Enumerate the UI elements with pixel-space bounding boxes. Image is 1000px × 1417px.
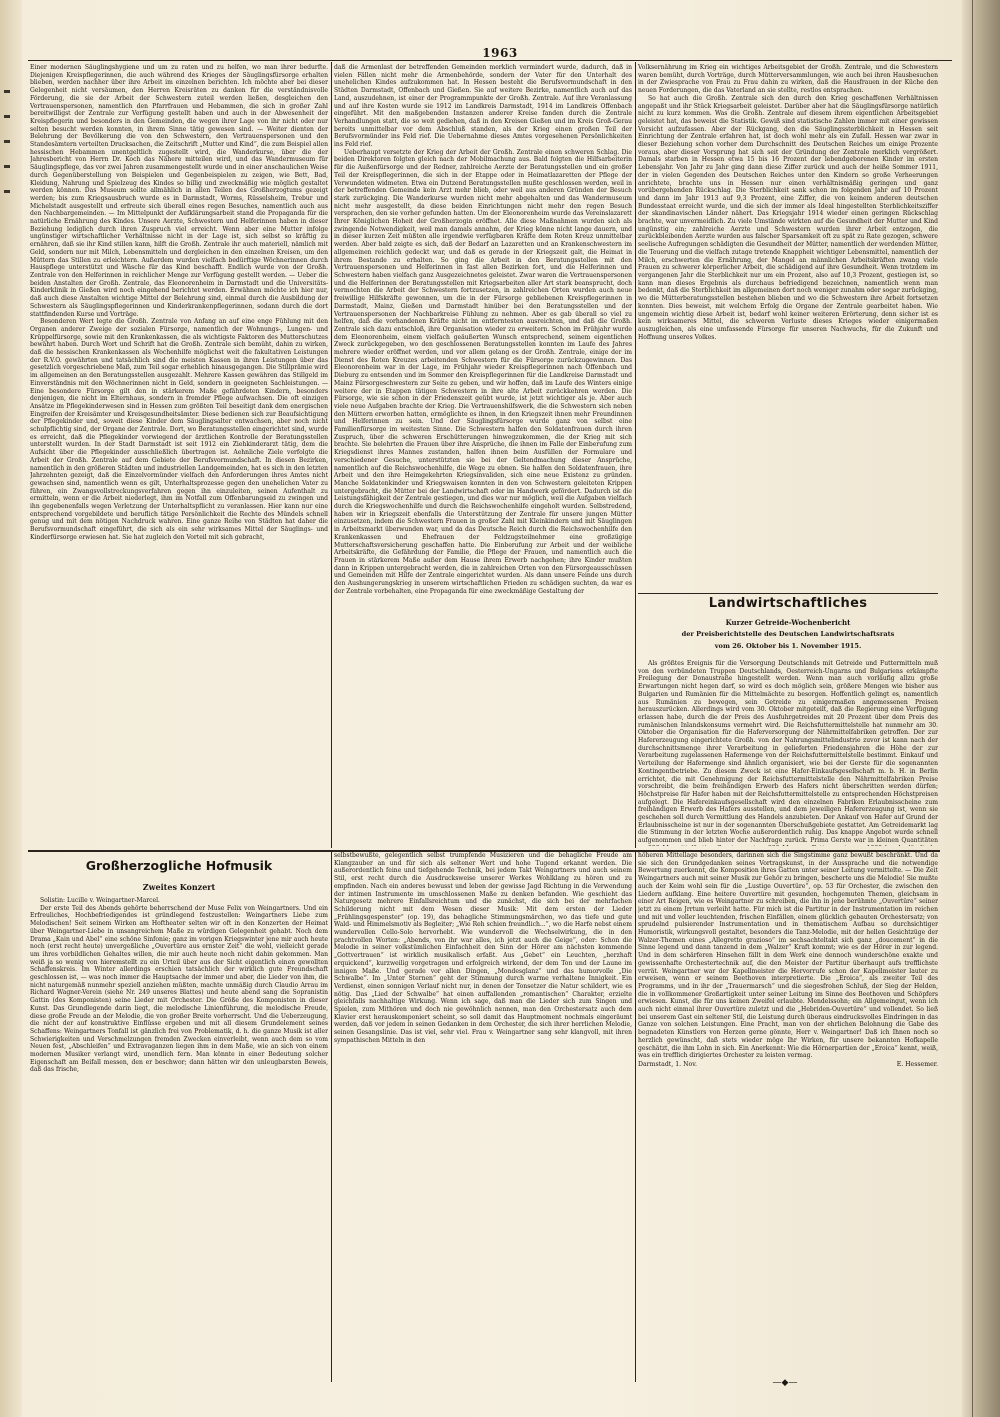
section-date-range: vom 26. Oktober bis 1. November 1915. [714,642,862,650]
book-binding [962,0,1000,1417]
article-paragraph: Als größtes Ereignis für die Versorgung Deutschlands mit Getreide und Futtermitteln muß von den verbündeten Truppen Deutschlands, Oesterreich-Ungarns und Bulgariens erkämpfte Freilegung der Donaustraße hingestellt werden. Wenn man auch vorläufig allzu große Erwartungen nicht hegen darf, so wird es doch möglich sein, größere Mengen wie bisher aus Bulgarien und Rumänien für die Mittelmächte zu besorgen. Hoffentlich gelingt es, namentlich aus Rumänien zu bewegen, sein Getreide zu einigermaßen angemessenen Preisen herauszurücken. Allerdings wird vom 30. Oktober mitgeteilt, daß die Regierung eine Verfügung erlassen habe, durch die der Preis des Ausfuhrgetreides mit 20 Prozent über dem Preis des rumänischen Inlandskonsums vermehrt wird. Die Reichsfuttermittelstelle hat nunmehr am 30. Oktober die Organisation für die Haferversorgung der Nährmittelfabriken getroffen. Der zur Hafererzeugung eingerichtete Großh. von der Nahrungsmittelindustrie zuvor ist kann nach der durchschnittsmenge ihrer Verarbeitung in gelieferten Friedensjahren die Höhe der zur Verarbeitung zugelassenen Hafermenge von der Reichsfuttermittelstelle bestimmt. Einkauf und Verteilung der Hafermenge sind ähnlich organisiert, wie bei der Gerste für die sogenannten Kontingentbetriebe. Zu diesem Zweck ist eine Hafer-Einkaufsgesellschaft m. b. H. in Berlin errichtet, die mit Genehmigung der Reichsfuttermittelstelle den Nährmittelfabriken Preise vorschreibt, die beim freihändigen Erwerb des Hafers nicht überschritten werden dürfen; Höchstpreise für Hafer haben mit der Reichsfuttermittelstelle zu entsprechenden Höchstpreisen aufgelegt. Die Hafereinkaufsgesellschaft wird den einzelnen Fabriken Erlaubnisscheine zum freihändigen Erwerb des Hafers ausstellen, und dem jeweiligen Hafererzeugung ist, wenn sie geschehen soll durch Vermittlung des Handels anzubieten. Der Ankauf von Hafer auf Grund der Erlaubnisscheine ist nur in der sogenannten Überschußgebiete gestattet. Am Getreidemarkt lag die Stimmung in der letzten Woche außerordentlich ruhig. Das knappe Angebot wurde schnell aufgenommen und blieb hinter der Nachfrage zurück. Prima Gerste war in kleinen Quantitäten [638,660,938,845]
page-number: 1963 [482,46,518,60]
feuilleton-title: Großherzogliche Hofmusik [85,858,273,873]
feuilleton-column-1 [30,897,328,1382]
author-signature: E. Hessemer. [896,1060,938,1068]
article-column-2 [334,64,632,846]
soloist-line: Solistin: Lucille v. Weingartner-Marcel. [40,897,160,904]
article-paragraph: höheren Mittellage besonders, darinnen sich die Singstimme ganz bewußt beschränkt. Und da sie sich den Grundgedanken seines Vortragskunst, in der Aussprache und die notwendige Bewertung zuerkennt, die Komposition ihres Gatten unter seiner Leitung vermittelte. — Die Zeit Weingartners auch mit seiner Musik zur Gehör zu bringen, bescherte uns die Melodie! Sie mußte auch der Keim wohl sein für die „Lustige Ouvertüre“, op. 53 für Orchester, die zwischen den Liedern aufklang. Eine heitere Ouvertüre mit gesunden, hochgemuten Themen, gleichsam in einer Art Reigen, wie es Weingartner zu schreiben, die ihn in jene berühmte „Ouvertüre“ seiner jetzt zu einem Jrrtum verleiht hatte. Für mich ist die Partitur in der Instrumentation im reichen und mit und voller leuchtenden, frischen Einfällen, einem glücklich gebauten Orchestersatz; von sprudelnd pulsierender Instrumentation und in thematischem Aufbau so durchsichtiger Humoristik, wirkungsvoll gestaltet, besonders die Tanz-Melodie, mit der hellen Gesichtzüge der Walzer-Themen eines „Allegretto grazioso“ im sechsachteltakt sich ganz „doucement“ in die Sinne legend und dann tanzend in dem „Walzer“ Kraft kommt; wie es der Hörer in zur legend. Und in dem schärferen Hinsehen fällt in dem Werk eine dennoch wunderschöne exakte und gewissenhafte Orchestertechnik auf, die den Meister der Partitur überhaupt aufs trefflichste verrät. Weingartner war der Kapellmeister die Hervorrufe schon der Kapellmeister lauter zu erweisen, wenn er seinem Beethoven interpretierte. Die „Eroica“, als zweiter Teil des Programms, und in ihr der „Trauermarsch“ und die siegesfrohen Schluß, der Sieg der Helden, die in vollkommener Großartigkeit unter seiner Leitung im Sinne des Beethoven und Schöpfers erwiesen. Kunst, die für uns keinen Zweifel erlaubte. Mendelssohn; ein Allgemeingut, wenn ich auch nicht einmal ihrer Ouvertüre zuletzt und die „Hebriden-Ouvertüre“ und vollendet. So ließ bei unserem Gast ein seltener Stil, die Leistung durch überaus eindrucksvolles Eindringen in das Ganze von solchen Leistungen. Eine Pracht, man von der ehrlichen Belohnung die Gabe des begnadeten Künstlers von Herzen gerne gönnte, Herr v. Weingartner! Daß ich Ihnen noch so herzlich gewünscht, daß stets wieder möge Ihr Wirken, für unsere bekannten Hofkapelle geschätzt, die ihm Lohn in sich. Ein Anerkennt: Wie die Hörnerpartien der „Eroica“ kennt, weiß, was ein trefflich dirigiertes Orchester zu leisten vermag. [638,852,938,1060]
article-column-3 [638,64,938,592]
article-paragraph: So hat auch die Großh. Zentrale sich den durch den Krieg geschaffenen Verhältnissen angepaßt und ihr Stück Kriegsarbeit geleistet. Darüber aber hat die Säuglingsfürsorge natürlich nicht zu kurz kommen. Was die Großh. Zentrale auf diesem ihrem eigentlichen Arbeitsgebiet geleistet hat, das beweist die Statistik. Gewiß sind statistische Zahlen immer mit einer gewissen Vorsicht aufzufassen. Aber der Rückgang, den die Säuglingssterblichkeit in Hessen seit Einrichtung der Zentrale erfahren hat, ist doch wohl mehr als ein Zufall. Hessen war zwar in dieser Beziehung schon vorher dem Durchschnitt des Deutschen Reiches um einige Prozente voraus, aber dieser Vorsprung hat sich seit der Gründung der Zentrale merklich vergrößert. Damals starben in Hessen etwa 15 bis 16 Prozent der lebendgeborenen Kinder im ersten Lebensjahr. Von Jahr zu Jahr ging dann diese Ziffer zurück und auch der heiße Sommer 1911, der in vielen Gegenden des Deutschen Reiches unter den Kindern so große Verheerungen anrichtete, brachte uns in Hessen nur einen verhältnismäßig geringen und ganz vorübergehenden Rückschlag. Die Sterblichkeit sank schon im folgenden Jahr auf 10 Prozent und dann im Jahr 1913 auf 9,3 Prozent, eine Ziffer, die von keinem anderen deutschen Bundesstaat erreicht wurde, und die sich der immer als Ideal hingestellten Sterblichkeitsziffer der skandinavischen Länder nähert. Das Kriegsjahr 1914 wieder einen geringen Rückschlag brachte, war unvermeidlich. Zu viele Umstände wirkten auf die Gesundheit der Mutter und Kind ungünstig ein; zahlreiche Aerzte und Schwestern wurden ihrer Arbeit entzogen, die zurückbleibenden Aerzte wurden aus falscher Sparsamkeit oft zu spät zu Rate gezogen, schwere seelische Aufregungen schädigten die Gesundheit der Mütter, namentlich der werdenden Mütter, die Teuerung und die vielfach zutage tretende Knappheit wichtiger Lebensmittel, namentlich der Milch, erschwerten die Ernährung, der Mangel an männlichen Arbeitskräften zwang viele Frauen zu schwerer körperlicher Arbeit, die schädigend auf ihre Gesundheit. Wenn trotzdem im vergangenen Jahr die Sterblichkeit nur um ein Prozent, also auf 10,3 Prozent, gestiegen ist, so kann man dieses Ergebnis als durchaus befriedigend bezeichnen, namentlich wenn man bedenkt, daß die Sterblichkeit im allgemeinen dort noch weniger zunahm oder sogar zurückging, wo die Mütterberatungsstellen bestehen blieben und wo die Schwestern ihre Arbeit fortsetzen konnten. Dies beweist, mit welchem Erfolg die Organe der Zentrale gearbeitet haben. Wie ungemein wichtig diese Arbeit ist, bedarf wohl keiner weiteren Erörterung, denn sicher ist es kein wirksameres Mittel, die schweren Verluste dieses Krieges wieder einigermaßen auszugleichen, als eine umfassende Fürsorge für unseren Nachwuchs, für die Zukunft und Hoffnung unseres Volkes. [638,94,938,341]
section-subtitle: Kurzer Getreide-Wochenbericht [725,618,851,627]
column-divider [331,852,332,1382]
article-paragraph: Besonderen Wert legte die Großh. Zentrale von Anfang an auf eine enge Fühlung mit den Organen anderer Zweige der sozialen Fürsorge, namentlich der Wohnungs-, Lungen- und Krüppelfürsorge, sowie mit den Krankenkassen, die als wichtigste Faktoren des Mutterschutzes bewährt haben. Durch Wort und Schrift hat die Großh. Zentrale sich bemüht, dahin zu wirken, daß die hessischen Krankenkassen als Wochenhilfe möglichst weit die fakultativen Leistungen der R.V.O. gewährten und tatsächlich sind die meisten Kassen in ihren Leistungen über das gesetzlich vorgeschriebene Maß, zum Teil sogar erheblich hinausgegangen. Die Stillprämie wird im allgemeinen an den Beratungsstellen ausgezahlt. Mehrere Kassen gewähren das Stillgeld im Einverständnis mit den Wöchnerinnen nicht in Geld, sondern in geeigneten Sachleistungen. — Eine besondere Fürsorge gilt den in stärkerem Maße gefährdeten Kindern, besonders denjenigen, die nicht im Elternhaus, sondern in fremder Pflege aufwachsen. Die oft einzigen Ansätze im Pflegekinderwesen sind in Hessen zum größten Teil beseitigt dank dem energischen Eingreifen der Kreisämter und Kreisgesundheitsämter. Diese bedienen sich zur Beaufsichtigung der Pflegekinder und, soweit diese Kinder dem Säuglingsalter entwachsen, aber noch nicht schulpflichtig sind, der Organe der Zentrale. Dort, wo Beratungsstellen eingerichtet sind, wurde es erreicht, daß die Pflegekinder vorwiegend der ärztlichen Kontrolle der Beratungsstellen unterstellt wurden. In der Stadt Darmstadt ist seit 1912 ein Ziehkinderarzt tätig, dem die Aufsicht über die Pflegekinder ausschließlich übertragen ist. Aehnliche Ziele verfolgte die Arbeit der Großh. Zentrale auf dem Gebiete der Berufsvormundschaft. In diesen Bezirken, namentlich in den größeren Städten und industriellen Landgemeinden, hat es sich in den letzten Jahrzehnten gezeigt, daß die Einzelvormünder vielfach den Anforderungen ihres Amtes nicht gewachsen sind, namentlich wenn es gilt, Unterhaltsprozesse gegen den unehelichen Vater zu führen, ein Zwangsvollstreckungsverfahren gegen ihn einzuleiten, seinen Aufenthalt zu ermitteln, wenn er die Arbeit niederlegt, ihm im Notfall zum Offenbarungseid zu zwingen und ihn gegebenenfalls wegen Verletzung der Unterhaltspflicht zu veranlassen. Hier kann nur eine entsprechend vorgebildete und beruflich tätige Persönlichkeit die Rechte des Mündels schnell genug und mit dem nötigen Nachdruck wahren. Eine ganze Reihe von Städten hat daher die Berufsvormundschaft eingeführt, die sich als ein sehr wirksames Mittel der Säuglings- und Kinderfürsorge erwiesen hat. Sie hat zugleich den Vorteil mit sich gebracht, [30,318,328,541]
article-paragraph: Ueberhaupt versetzte der Krieg der Arbeit der Großh. Zentrale einen schweren Schlag. Die beiden Direktoren folgten gleich nach der Mobilmachung aus. Bald folgten die Hilfsarbeiterin für die Außenfürsorge und der Redner, zahlreiche Aerzte der Beratungsstellen und ein großer Teil der Kreispflegerinnen, die sich in der Etappe oder in Heimatlazaretten der Pflege der Verwundeten widmeten. Etwa ein Dutzend Beratungsstellen mußte geschlossen werden, weil in der betreffenden Gemeinde kein Arzt mehr blieb, oder weil aus anderen Gründen der Besuch stark zurückging. Die Wanderkurse wurden nicht mehr abgehalten und das Wandermuseum nicht mehr ausgestellt, da diese beiden Einrichtungen nicht mehr den regen Besuch versprachen, den sie vorher gefunden hatten. Um der Eleonorenheim wurde das Vereinslazarett Ihrer Königlichen Hoheit der Großherzogin eröffnet. Alle diese Maßnahmen wurden sich als zwingende Notwendigkeit, weil man damals annahm, der Krieg könne nicht lange dauern, und in dieser kurzen Zeit müßten alle irgendwie verfügbaren Kräfte dem Roten Kreuz unmittelbar werden. Aber bald zeigte es sich, daß der Bedarf an Lazaretten und an Krankenschwestern im allgemeinen reichlich gedeckt war, und daß es gerade in der Kriegszeit galt, die Heimat in ihrem Bestande zu erhalten. So ging die Arbeit in den Beratungsstellen mit den Vertrauenspersonen und Helferinnen in fast allen Bezirken fort, und die Helferinnen und Schwestern haben vielfach ganz Ausgezeichnetes geleistet. Zwar waren die Vertrauenspersonen und die Helferinnen der Beratungsstellen mit Kriegsarbeiten aller Art stark beansprucht, doch vermochten die Arbeit der Schwestern fortzusetzen, in zahlreichen Orten wurden auch neue freiwillige Hilfskräfte gewonnen, um die in der Fürsorge gebliebenen Kreispflegerinnen in Darmstadt, Mainz, Gießen und Darmstadt hinüber bei den Beratungsstellen und der Vertrauenspersonen der Nachbarkreise Fühlung zu nehmen. Aber es gab überall so viel zu helfen, daß die vorhandenen Kräfte nicht im entferntesten ausreichten, und daß die Großh. Zentrale sich dazu entschloß, ihre Organisation wieder zu erweitern. Schon im Frühjahr wurde dem Eleonorenheim, einem vielfach geäußerten Wunsch entsprechend, seinem eigentlichen Zweck zurückgegeben, wo den geschlossenen Beratungsstellen konnten im Laufe des Jahres mehrere wieder eröffnet werden, und vor allem gelang es der Großh. Zentrale, einige der im Dienst des Roten Kreuzes arbeitenden Schwestern für die Fürsorge zurückzugewinnen. Das Eleonorenheim war in der Lage, im Frühjahr wieder Kreispflegerinnen nach Offenbach und Dieburg zu entsenden und im Sommer den Kreispflegerinnen für die Landkreise Darmstadt und Mainz Fürsorgeschwestern zur Seite zu geben, und wir hoffen, daß im Laufe des Winters einige weitere der in Etappen tätigen Schwestern in ihre alte Arbeit zurückkehren werden. Die Fürsorge, wie sie schon in der Friedenszeit geübt wurde, ist jetzt wichtiger als je. Aber auch viele neue Aufgaben brachte der Krieg. Die Vertrauenshilfswerk, die die Schwestern sich neben den Müttern erworben hatten, ermöglichte es ihnen, in den Kriegszeit ihnen mehr Freundinnen und Helferinnen zu sein. Und der Säuglingsfürsorge wurde ganz von selbst eine Familienfürsorge im weitesten Sinne. Die Schwestern halfen den Soldatenfrauen durch ihren Zuspruch, über die schweren Erschütterungen hinwegzukommen, die der Krieg mit sich brachte. Sie belehrten die Frauen über ihre Ansprüche, die ihnen im Falle der Einberufung zum Kriegsdienst ihres Mannes zustanden, halfen ihnen beim Ausfüllen der Formulare und verschiedener Gesuche, unterstützten sie bei der Geltendmachung dieser Ansprüche, namentlich auf die Reichswochenhilfe, die Wege zu ebnen. Sie halfen den Soldatenfrauen, ihre Arbeit und den ihre Heimgekehrten Kriegsinvaliden, sich eine neue Existenz zu gründen. Manche Soldatenkinder und Kriegswaisen konnten in den von Schwestern geleiteten Krippen untergebracht, die Mütter bei der Landwirtschaft oder im Handwerk gefördert. Dadurch ist die Leistungsfähigkeit der Zentrale gestiegen, und dies war nur möglich, weil die Aufgaben vielfach durch die Kriegswochenhilfe und durch die Reichswochenhilfe eingeholt wurden. Selbstredend, haben wir in Kriegszeit ebenfalls die Unterstützung der Zentrale für unsere jungen Mütter einzusetzen, indem die Schwestern Frauen in großer Zahl mit Kleinkindern und mit Säuglingen in Arbeitsmarkt überwunden war, und da das Deutsche Reich durch die Reichswochenhilfe den Krankenkassen und Ehefrauen der Feldzugsteilnehmer eine großzügige Mutterschaftsversicherung geschaffen hatte. Die Einberufung zur Arbeit und der weibliche Arbeitskräfte, die Gefährdung der Familie, die Pflege der Frauen, und namentlich auch die Frauen in stärkerem Maße außer dem Hause ihrem Erwerb nachgehen; ihre Kinder mußten dann in Krippen untergebracht werden, die in zahlreichen Orten von den Fürsorgeausschüssen und Gemeinden mit Hilfe der Zentrale eingerichtet wurden. Als dann unsere Feinde uns durch den Aushungerungskrieg in unserem wirtschaftlichen Frieden zu schädigen suchten, da war es der Zentrale vorbehalten, eine Propaganda für eine zweckmäßige Gestaltung der [334,148,632,595]
end-ornament: —◆— [772,1378,798,1388]
article-paragraph: Volksernährung im Krieg ein wichtiges Arbeitsgebiet der Großh. Zentrale, und die Schwestern waren bemüht, durch Vorträge, durch Mütterversammlungen, wie auch bei ihren Hausbesuchen in der Zwiesprache von Frau zu Frau dahin zu wirken, daß die Hausfrauen in der Küche den neuen Forderungen, die das Vaterland an sie stellte, restlos entsprachen. [638,64,938,95]
place-date: Darmstadt, 1. Nov. [638,1060,697,1068]
article-paragraph: selbstbewußte, gelegentlich selbst trumpfende Musizieren und die behagliche Freude am Klangzauber an und für sich als seltener Wert und hohe Tugend erkannt werden. Die außerordentlich feine und tiefgehende Technik, bei jedem Takt Weingartners und auch seinem Stil, erst recht durch die Ausdrucksweise unserer Werkes Wohlklang zu hören und zu empfinden. Nach ein anderes bewusst und leben der gewisse Jagd Richtung in die Verwendung der intimen Instrumente im umschlossenen Maße zu denken befanden. Wie geschieht das Naturgesetz mehrere Einfallsreichtum und die zunächst, die sich bei der mehrfachen Schilderung nicht mit dem Wesen dieser Musik: Mit dem ersten der Lieder „Frühlingsgespenster“ (op. 19), das behagliche Stimmungsmärchen, wo das tiefe und gute Wald- und Himmelsmotiv als Begleiter; „Wie Reh schien freundlich...“, wo die Harfe nebst einem wundervollen Cello-Solo hervorhebt. Wie wundervoll die Wechselwirkung, die in den prachtvollen Worten: „Abends, von ihr war alles, ich jetzt auch die Geige“, oder: Schon die Melodie in seiner volkstümlichen Einfachheit den Sinn der Hörer am nächsten kommende „Gottvertrauen“ ist wirklich musikalisch erfaßt. Aus „Gebet“ ein Leuchten, „herzhaft erquickend“, kurzweilig vorgetragen und erfolgreich wirkend, der dem Ton und der Laune im innigen Maße. Und gerade vor allen Dingen, „Mondesglanz“ und das humorvolle „Die Schwalbe“. Im „Unter Sternen“ geht der Stimmung durch warme verhaltene Innigkeit. Ein Verdienst, einen sonnigen Verlauf nicht nur, in denen der Tonsetzer die Natur schildert, wie es nötig. Das „Lied der Schwalbe“ hat einen auffallenden „romantischen“ Charakter, erzielte gleichfalls nachhaltige Wirkung. Wenn ich sage, daß man die Lieder sich zum Singen und Spielen, zum Mithören und doch nie gewöhnlich nennen, man den Orchestersatz auch dem Klavier erst herauskomponiert scheint, so soll damit das Hauptmoment nochmals eingeräumt werden, daß vor jedem in seinen Gedanken in dem Orchester, die sich ihrer herrlichen Melodie, seinen Gesangslinie. Das ist viel, sehr viel. Frau v. Weingartner sang sehr klangvoll, mit ihren sympathischen Mitteln in den [334,852,632,1044]
header-rule [28,60,952,61]
article-column-1 [30,64,328,846]
signature-line [638,1061,938,1069]
section-rule [638,593,938,594]
binding-marks [2,90,14,215]
section-subtitle: der Preisberichtstelle des Deutschen Landwirtschaftsrats [681,630,895,638]
page-left-edge [0,0,22,1417]
feuilleton-column-3 [638,852,938,1382]
article-paragraph: daß die Armenlast der betreffenden Gemeinden merklich vermindert wurde, dadurch, daß in vielen Fällen nicht mehr die Armenbehörde, sondern der Vater für den Unterhalt des unehelichen Kindes aufzukommen hat. In Hessen besteht die Berufsvormundschaft in den Städten Darmstadt, Offenbach und Gießen. Sie auf weitere Bezirke, namentlich auch auf das Land, auszudehnen, ist einer der Programmpunkte der Großh. Zentrale. Auf ihre Veranlassung und auf ihre Kosten wurde sie 1912 im Landkreis Darmstadt, 1914 im Landkreis Offenbach eingeführt. Mit den maßgebenden Instanzen anderer Kreise fanden durch die Zentrale Verhandlungen statt, die so weit gediehen, daß in den Kreisen Gießen und im Kreis Groß-Gerau bereits unmittelbar vor dem Abschluß standen, als der Krieg einen großen Teil der Berufsvormünder ins Feld rief. Die Uebernahme dieses Amtes vorgesehenen Persönlichkeiten ins Feld rief. [334,64,632,149]
section-title-agriculture: Landwirtschaftliches [708,596,868,611]
column-divider [635,62,636,848]
feuilleton-column-2 [334,852,632,1382]
column-divider [635,852,636,1382]
article-paragraph: Einer modernen Säuglingshygiene und um zu raten und zu helfen, wo man ihrer bedurfte. Diejenigen Kreispflegerinnen, die auch während des Krieges der Säuglingsfürsorge erhalten blieben, werden nachher über ihre Arbeit im einzelnen berichten. Ich möchte aber bei dieser Gelegenheit nicht versäumen, den Herren Kreisräten zu danken für die verständnisvolle Förderung, die sie der Arbeit der Schwestern zuteil werden ließen, desgleichen den Vertrauenspersonen, namentlich den Pfarrfrauen und Hebammen, die sich in großer Zahl bereitwilligst der Zentrale zur Verfügung gestellt haben und auch in der Abwesenheit der Kreispflegerin und besonders in den Gemeinden, die wegen ihrer Lage von ihr nicht oder nur selten besucht werden konnten, in ihrem Sinne tätig gewesen sind. — Weiter dienten der Belehrung der Bevölkerung die von den Schwestern, den Vertrauenspersonen und den Standesämtern verteilten Drucksachen, die Zeitschrift „Mutter und Kind“, die zum Beispiel allen hessischen Hebammen unentgeltlich zugestellt wird, die Wanderkurse, über die der Jahresbericht von Herrn Dr. Koch das Nähere mitteilen wird, und das Wandermuseum für Säuglingspflege, das vor zwei Jahren zusammengestellt wurde und in einer anschaulichen Weise durch Gegenüberstellung von Beispielen und Gegenbeispielen zu zeigen, wie Bett, Bad, Kleidung, Nahrung und Spielzeug des Kindes so billig und zweckmäßig wie möglich gestaltet werden können. Das Museum sollte allmählich in allen Teilen des Großherzogtums gezeigt werden; bis zum Kriegsausbruch wurde es in Darmstadt, Worms, Rüsselsheim, Trebur und Michelstadt ausgestellt und erfreute sich überall eines regen Besuches, namentlich auch aus den Nachbargemeinden. — Im Mittelpunkt der Aufklärungsarbeit stand die Propaganda für die natürliche Ernährung des Kindes. Unsere Aerzte, Schwestern und Helferinnen haben in dieser Beziehung lediglich durch ihren Zuspruch viel erreicht. Wenn aber eine Mutter infolge ungünstiger wirtschaftlicher Verhältnisse nicht in der Lage ist, sich selbst so kräftig zu ernähren, daß sie ihr Kind stillen kann, hilft die Großh. Zentrale ihr auch materiell, nämlich mit Geld, sondern nur mit Milch, Lebensmitteln und dergleichen in den einzelnen Kreisen, um den Müttern das Stillen zu erleichtern. Außerdem wurden vielfach bedürftige Wöchnerinnen durch Hauspflege unterstützt und Wäsche für das Kind beschafft. Endlich wurde von der Großh. Zentrale von den Helferinnen in reichlicher Menge zur Verfügung gestellt werden. — Ueber die beiden Anstalten der Großh. Zentrale, das Eleonorenheim in Darmstadt und die Universitäts-Kinderklinik in Gießen wird noch eingehend berichtet werden. Erwähnen möchte ich hier nur, daß auch diese Anstalten wichtige Mittel der Belehrung sind, einmal durch die Ausbildung der Schwestern als Säuglingspflegerinnen und Kinderkrankenpflegerinnen, sodann durch die dort stattfindenden Kurse und Vorträge. [30,64,328,318]
feuilleton-subtitle: Zweites Konzert [142,882,216,892]
column-divider [331,62,332,848]
agriculture-report [638,660,938,846]
article-paragraph: Der erste Teil des Abends gehörte beherrschend der Muse Felix von Weingartners. Und ein Erfreuliches, Hochbefriedigendes ist gründlegend festzustellen: Weingartners Liebe zum Melodischen! Seit seinem Wirken am Hoftheater selten wir oft in den Konzerten der Heimat über Weingartner-Liebe in unsangreichem Maße zu würdigen Gelegenheit gehabt. Noch dem Drama „Kain und Abel“ eine schöne Sinfonie; ganz im vorigen Kriegswinter jene mir auch heute noch (erst recht heute) unvergeßliche „Ouvertüre aus ernster Zeit“ die wohl, vielleicht gerade um ihres vorbildlichen Gehaltes willen, die mir auch heute noch nicht dahin gekommen. Man weiß ja so wenig von hieremstellt zu ein Urteil über aus der Sicht eigentlich einen gewollten Schaffenskreis. Im Winter allerdings erschien tatsächlich der wirklich gute Freundschaft geschlossen ist, — was noch immer die Hauptsache der immer und aber, die Lieder von ihm, die nicht naturgemäß nunmehr speziell anziehen müßten, machte unmäßig durch Claudio Arrau im Richard Wagner-Verein (siehe Nr. 249 unseres Blattes) und heute abend sang die Sopranistin Gattin (des Komponisten) seine Lieder mit Orchester. Die Größe des Komponisten in dieser Kunst. Das Grundlegende darin liegt, die melodische Linienführung, die melodische Freude, diese große Freude an der Melodie, die von großer Breite vorherrscht. Und die Ueberzeugung, die nicht der auf konstruktive Einflüsse ergeben und mit all diesem Grundelement seines Schaffens: Weingartners Tonfall ist gänzlich frei von Problematik, d. h. die ganze Musik ist aller Schwierigkeiten und Verschmelzungen fremden Zwecken einverleibt, wenn auch dem so vom Neuen fest, „Abschleifen“ und Extravaganzen liegen ihm in dem Maße, wie an sich von einem modernen Musiker verlangt wird, unendlich fern. Man könnte in einer Bedeutung solcher Eigenschaft am Beifall messen, den er beschwor; dann hätten wir den unleugbarsten Beweis, daß das frische, [30,904,328,1074]
